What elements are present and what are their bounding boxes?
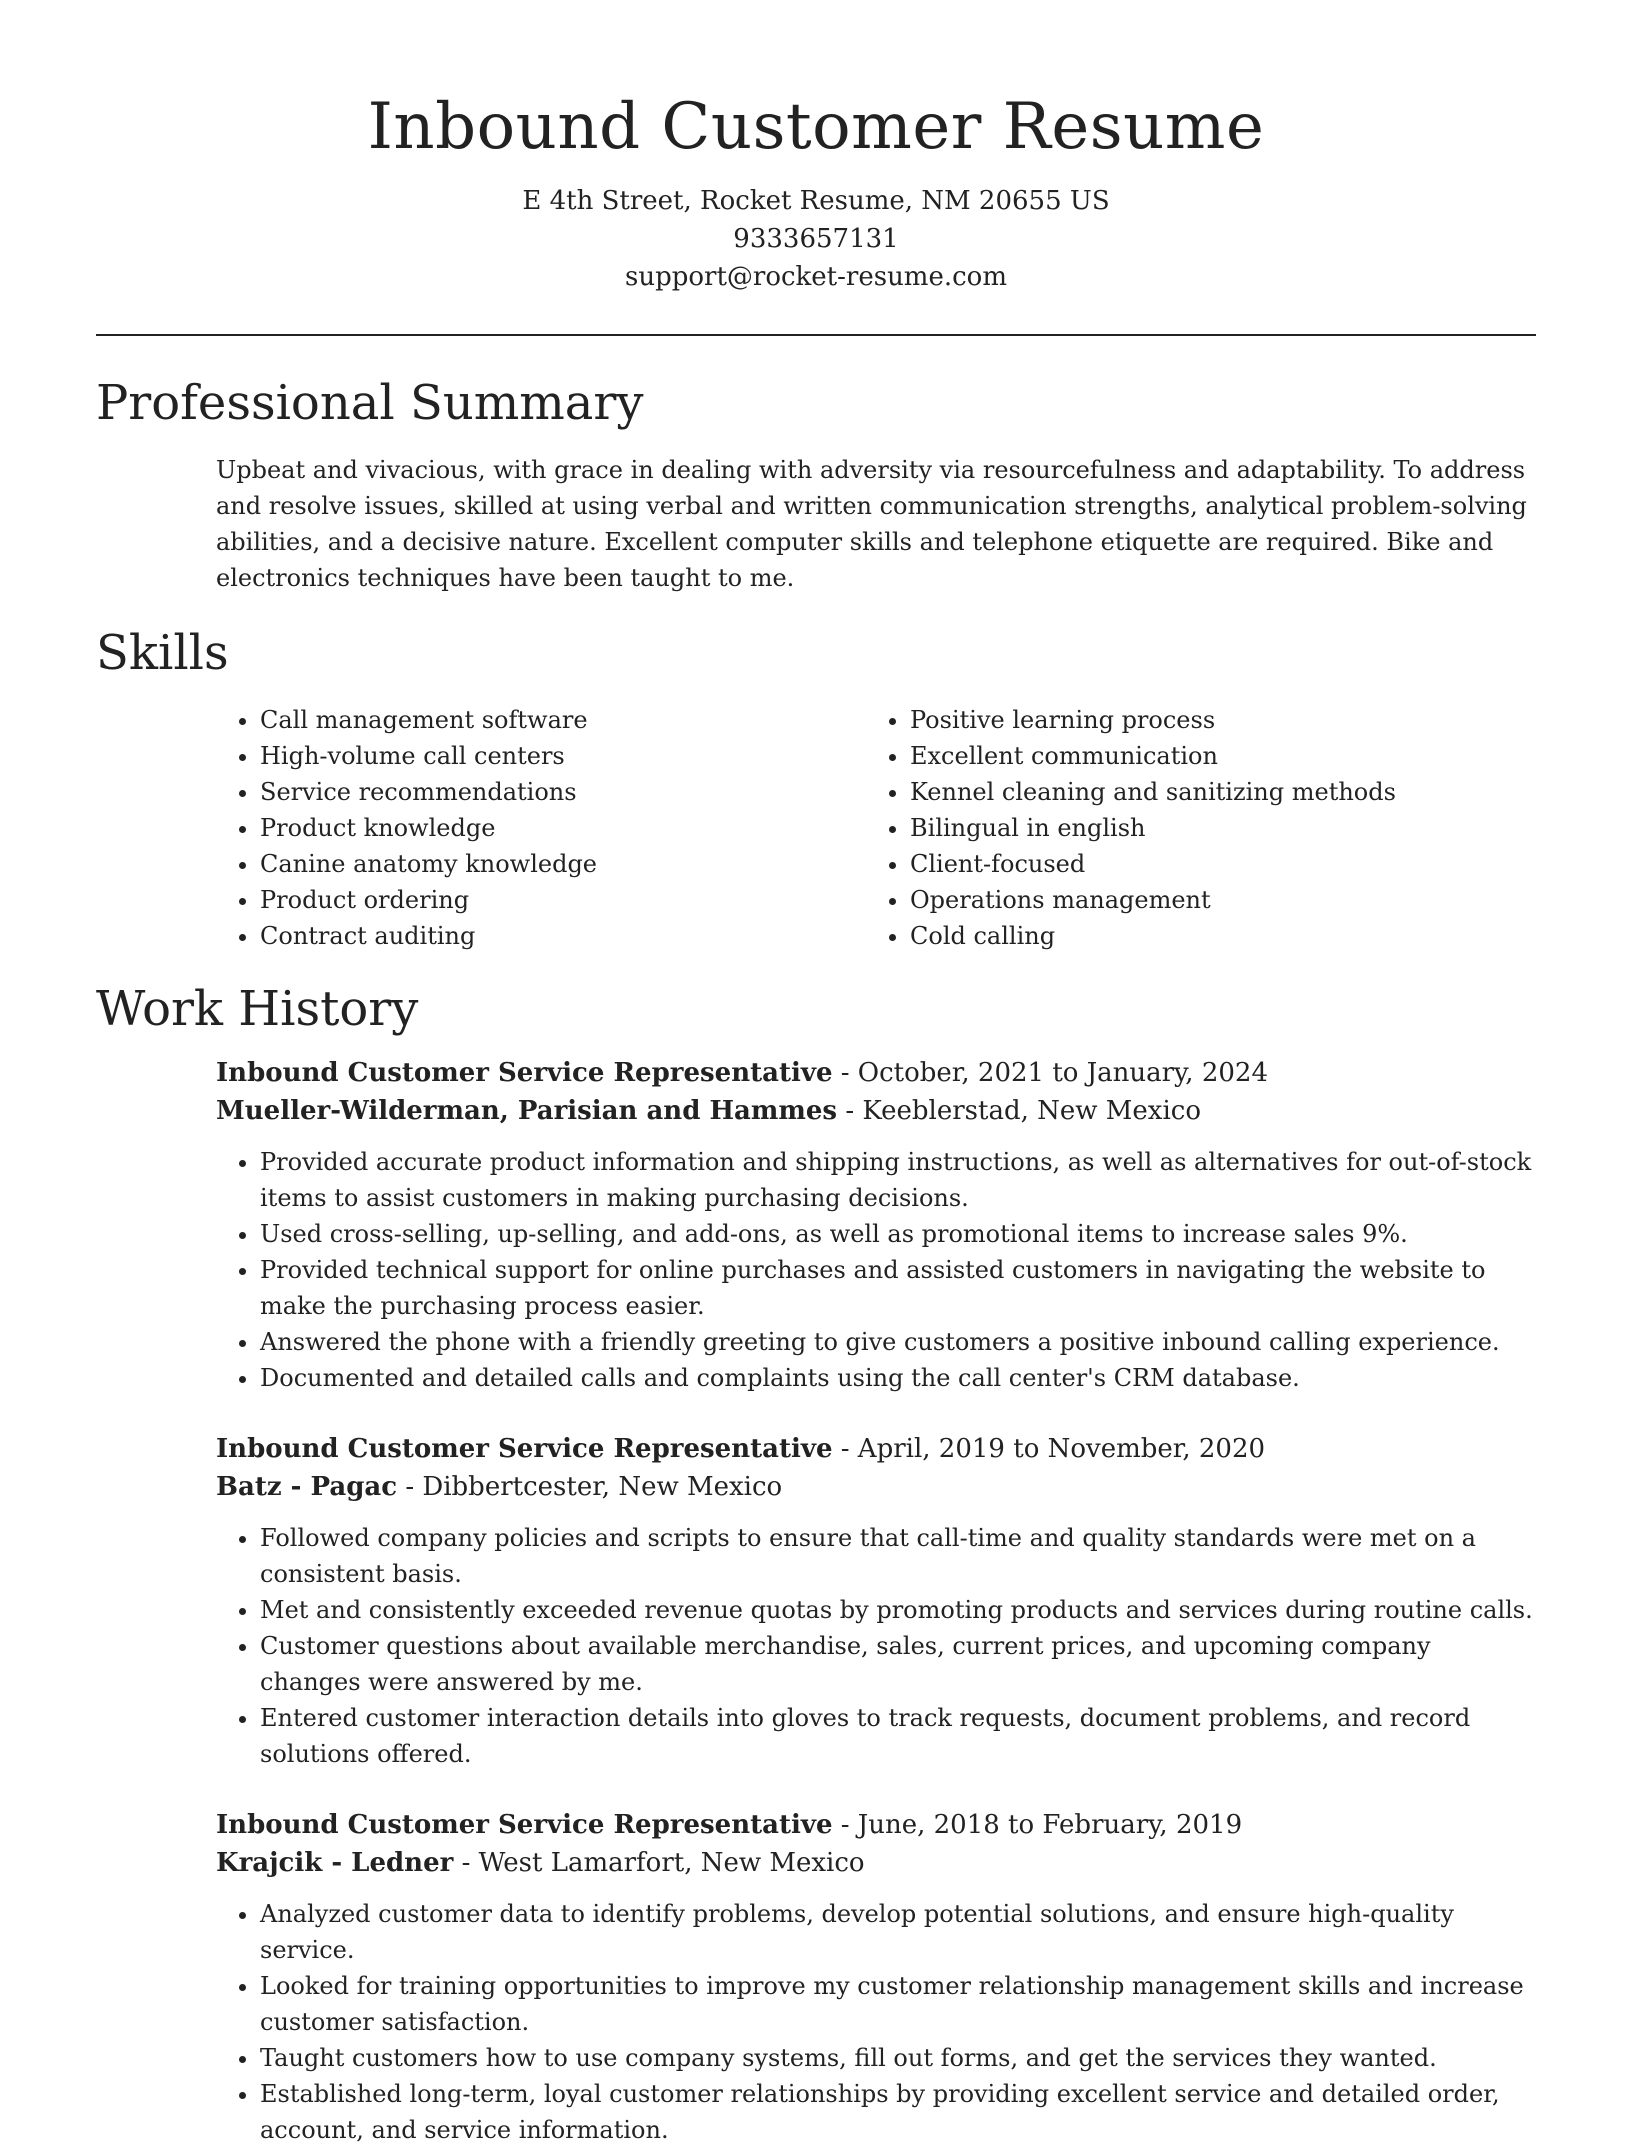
work-history-heading: Work History: [96, 981, 419, 1037]
header-divider: [96, 334, 1536, 336]
skill-item: • High-volume call centers: [260, 738, 866, 774]
job-bullet: • Established long-term, loyal customer relationships by providing excellent service and detailed order, account, and service information.: [260, 2076, 1536, 2148]
job-title: Inbound Customer Service Representative: [216, 1058, 833, 1088]
contact-info: [96, 182, 1536, 296]
job-dates: - April, 2019 to November, 2020: [832, 1434, 1266, 1464]
job-title: Inbound Customer Service Representative: [216, 1810, 833, 1840]
job-bullet: • Documented and detailed calls and complaints using the call center's CRM database.: [260, 1360, 1536, 1396]
job-title-line: [216, 1430, 1536, 1468]
job-bullet: • Entered customer interaction details into gloves to track requests, document problems, and record solutions offered.: [260, 1700, 1536, 1772]
job-bullet: • Customer questions about available merchandise, sales, current prices, and upcoming company changes were answered by me.: [260, 1628, 1536, 1700]
job-dates: - June, 2018 to February, 2019: [832, 1810, 1243, 1840]
skill-item: • Positive learning process: [910, 702, 1516, 738]
job-bullet: • Met and consistently exceeded revenue quotas by promoting products and services during routine calls.: [260, 1592, 1536, 1628]
job-location: - Keeblerstad, New Mexico: [837, 1096, 1201, 1126]
job-company: Krajcik - Ledner: [216, 1848, 454, 1878]
skill-item: • Cold calling: [910, 918, 1516, 954]
job-bullet: • Followed company policies and scripts to ensure that call-time and quality standards were met on a consistent basis.: [260, 1520, 1536, 1592]
job-bullet: • Used cross-selling, up-selling, and add-ons, as well as promotional items to increase sales 9%.: [260, 1216, 1536, 1252]
skills-heading: Skills: [96, 625, 229, 681]
job-dates: - October, 2021 to January, 2024: [832, 1058, 1268, 1088]
summary-text: Upbeat and vivacious, with grace in dealing with adversity via resourcefulness and adaptability. To address and resolve issues, skilled at using verbal and written communication strengths, analytical problem-solving abilities, and a decisive nature. Excellent computer skills and telephone etiquette are required. Bike and electronics techniques have been taught to me.: [216, 456, 1527, 592]
skills-column-left: [216, 702, 866, 954]
job-title: Inbound Customer Service Representative: [216, 1434, 833, 1464]
skill-item: • Bilingual in english: [910, 810, 1516, 846]
skill-item: • Excellent communication: [910, 738, 1516, 774]
job-bullet: • Looked for training opportunities to improve my customer relationship management skills and increase customer satisfaction.: [260, 1968, 1536, 2040]
job-bullets: [216, 1896, 1536, 2148]
job-company-line: [216, 1468, 1536, 1506]
summary-heading: Professional Summary: [96, 375, 644, 431]
job-company: Batz - Pagac: [216, 1472, 398, 1502]
job-title-line: [216, 1054, 1536, 1092]
job-company: Mueller-Wilderman, Parisian and Hammes: [216, 1096, 838, 1126]
job-bullets: [216, 1520, 1536, 1772]
skill-item: • Product knowledge: [260, 810, 866, 846]
job-bullet: • Provided accurate product information and shipping instructions, as well as alternatives for out-of-stock items to assist customers in making purchasing decisions.: [260, 1144, 1536, 1216]
job-entry: [216, 1054, 1536, 1396]
resume-page: [96, 0, 1536, 2148]
job-title-line: [216, 1806, 1536, 1844]
job-company-line: [216, 1844, 1536, 1882]
phone: 9333657131: [733, 224, 899, 254]
job-entry: [216, 1430, 1536, 1772]
job-location: - Dibbertcester, New Mexico: [397, 1472, 783, 1502]
skills-list: [216, 702, 1536, 954]
skill-item: • Service recommendations: [260, 774, 866, 810]
job-bullet: • Provided technical support for online purchases and assisted customers in navigating the website to make the purchasing process easier.: [260, 1252, 1536, 1324]
email: support@rocket-resume.com: [624, 262, 1007, 292]
job-company-line: [216, 1092, 1536, 1130]
address: E 4th Street, Rocket Resume, NM 20655 US: [522, 186, 1110, 216]
skill-item: • Operations management: [910, 882, 1516, 918]
skill-item: • Canine anatomy knowledge: [260, 846, 866, 882]
job-bullet: • Taught customers how to use company systems, fill out forms, and get the services they wanted.: [260, 2040, 1536, 2076]
skill-item: • Kennel cleaning and sanitizing methods: [910, 774, 1516, 810]
job-entry: [216, 1806, 1536, 2148]
skill-item: • Client-focused: [910, 846, 1516, 882]
resume-title: Inbound Customer Resume: [367, 90, 1265, 164]
skills-column-right: [866, 702, 1516, 954]
skill-item: • Product ordering: [260, 882, 866, 918]
skill-item: • Contract auditing: [260, 918, 866, 954]
job-bullets: [216, 1144, 1536, 1396]
job-bullet: • Analyzed customer data to identify problems, develop potential solutions, and ensure high-quality service.: [260, 1896, 1536, 1968]
job-location: - West Lamarfort, New Mexico: [453, 1848, 865, 1878]
job-bullet: • Answered the phone with a friendly greeting to give customers a positive inbound calling experience.: [260, 1324, 1536, 1360]
skill-item: • Call management software: [260, 702, 866, 738]
